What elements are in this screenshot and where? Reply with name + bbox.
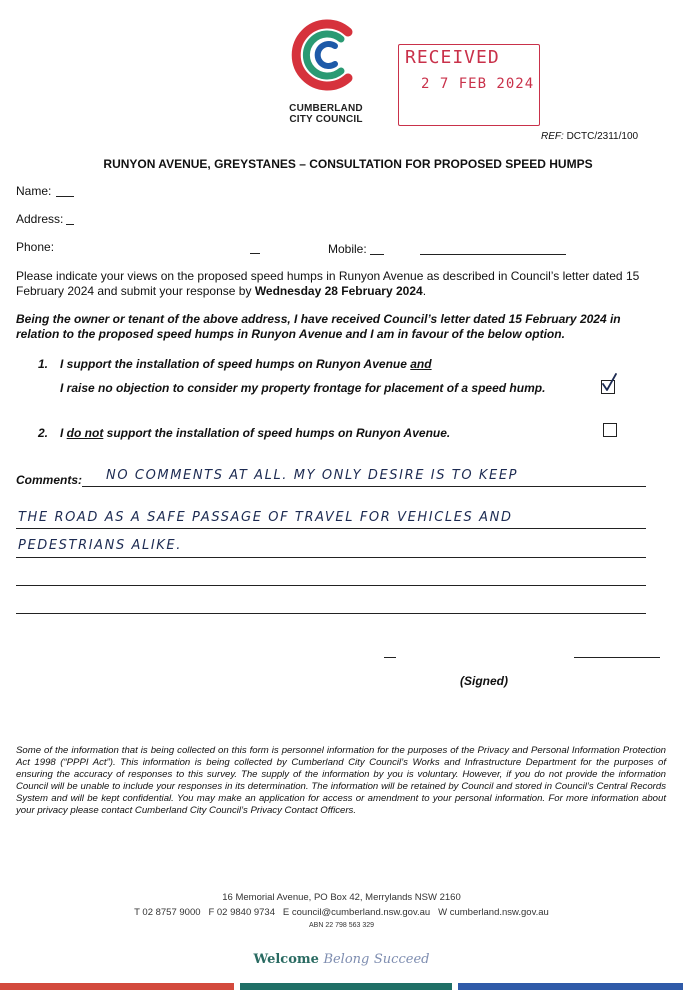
option1-line1: [60, 357, 432, 372]
comment-rule-1: [82, 486, 646, 487]
footer-bar-blue: [458, 983, 683, 990]
footer-abn: ABN 22 798 563 329: [309, 922, 374, 929]
comment-rule-2: [16, 528, 646, 529]
option1-line1-text: I support the installation of speed humps on Runyon Avenue: [60, 357, 411, 371]
logo-line-1: CUMBERLAND: [289, 103, 363, 114]
mobile-field-redacted[interactable]: [384, 234, 420, 256]
name-line: [56, 196, 74, 197]
ref-prefix: REF:: [541, 131, 564, 142]
comment-rule-4: [16, 585, 646, 586]
intro-text: Please indicate your views on the proposed speed humps in Runyon Avenue as described in Council’s letter dated 15 February 2024 and submit your response by: [16, 269, 640, 298]
mobile-line-a: [370, 254, 384, 255]
council-logo-icon: [286, 14, 366, 96]
comment-rule-3: [16, 557, 646, 558]
name-label: Name:: [16, 184, 52, 198]
phone-label: Phone:: [16, 240, 55, 254]
ref-code: DCTC/2311/100: [566, 131, 639, 142]
option2-text-c: support the installation of speed humps on Runyon Avenue.: [103, 426, 451, 440]
signature-redacted: [396, 640, 574, 662]
address-label: Address:: [16, 212, 64, 226]
mobile-line-b: [420, 254, 566, 255]
signed-label: (Signed): [460, 674, 508, 688]
intro-deadline: Wednesday 28 February 2024: [254, 284, 423, 298]
comment-line-1: NO COMMENTS AT ALL. MY ONLY DESIRE IS TO KEEP: [106, 468, 519, 483]
owner-statement: Being the owner or tenant of the above address, I have received Council’s letter dated 15 February 2024 in relation to the proposed speed humps in Runyon Avenue and I am in favour of the below option.: [16, 312, 621, 341]
option2-checkbox[interactable]: [603, 423, 617, 437]
comments-label: Comments:: [16, 473, 83, 487]
comment-line-2: THE ROAD AS A SAFE PASSAGE OF TRAVEL FOR VEHICLES AND: [18, 510, 513, 525]
tagline-welcome: Welcome: [253, 952, 319, 967]
comment-rule-5: [16, 613, 646, 614]
option2-number: 2.: [38, 426, 49, 440]
option2-text-a: I: [60, 426, 67, 440]
phone-line: [250, 253, 260, 254]
privacy-notice: Some of the information that is being collected on this form is personnel information for the purposes of the Privacy and Personal Information Protection Act 1998 (“PPPI Act”). This information is being collected by Cumberland City Council’s Works and Infrastructure Department for the purposes of ensuring the accuracy of responses to this survey. The supply of the information by you is voluntary. However, if you do not provide the information Council will be unable to include your responses in its determination. The information will be retained by Council and stored in Council’s Central Records System and will be kept confidential. You may make an application for access or amendment to your personal information. For more information about your privacy please contact Cumberland City Council’s Privacy Contact Officers.: [16, 745, 666, 816]
footer-address: 16 Memorial Avenue, PO Box 42, Merrylands NSW 2160: [222, 892, 461, 903]
footer-bar-red: [0, 983, 234, 990]
received-stamp: [398, 44, 540, 126]
tagline-succeed: Succeed: [373, 952, 430, 967]
reference: [541, 131, 638, 142]
stamp-word: RECEIVED: [405, 47, 500, 68]
intro-end: .: [422, 284, 427, 298]
logo-line-2: CITY COUNCIL: [289, 114, 363, 125]
footer-bar-teal: [240, 983, 452, 990]
address-line: [66, 224, 74, 225]
council-logo: [286, 14, 366, 96]
option2-text: [60, 426, 450, 441]
tagline: [0, 952, 683, 967]
option1-line2: I raise no objection to consider my property frontage for placement of a speed hump.: [60, 381, 546, 395]
phone-field-redacted[interactable]: [62, 232, 250, 254]
footer-contacts: T 02 8757 9000 F 02 9840 9734 E council@cumberland.nsw.gov.au W cumberland.nsw.gov.au: [134, 907, 549, 918]
option1-number: 1.: [38, 357, 49, 371]
logo-text: [276, 103, 376, 125]
option1-and: and: [410, 357, 432, 371]
form-title: RUNYON AVENUE, GREYSTANES – CONSULTATION FOR PROPOSED SPEED HUMPS: [103, 157, 593, 171]
option2-do-not: do not: [66, 426, 104, 440]
stamp-date: 2 7 FEB 2024: [421, 76, 535, 92]
option1-tick-icon: [598, 371, 620, 395]
comment-line-3: PEDESTRIANS ALIKE.: [18, 538, 182, 553]
intro-paragraph: [16, 269, 666, 299]
tagline-belong: Belong: [323, 952, 370, 967]
address-field-redacted[interactable]: [74, 198, 666, 228]
name-field-redacted[interactable]: [74, 176, 666, 198]
mobile-label: Mobile:: [328, 242, 367, 256]
